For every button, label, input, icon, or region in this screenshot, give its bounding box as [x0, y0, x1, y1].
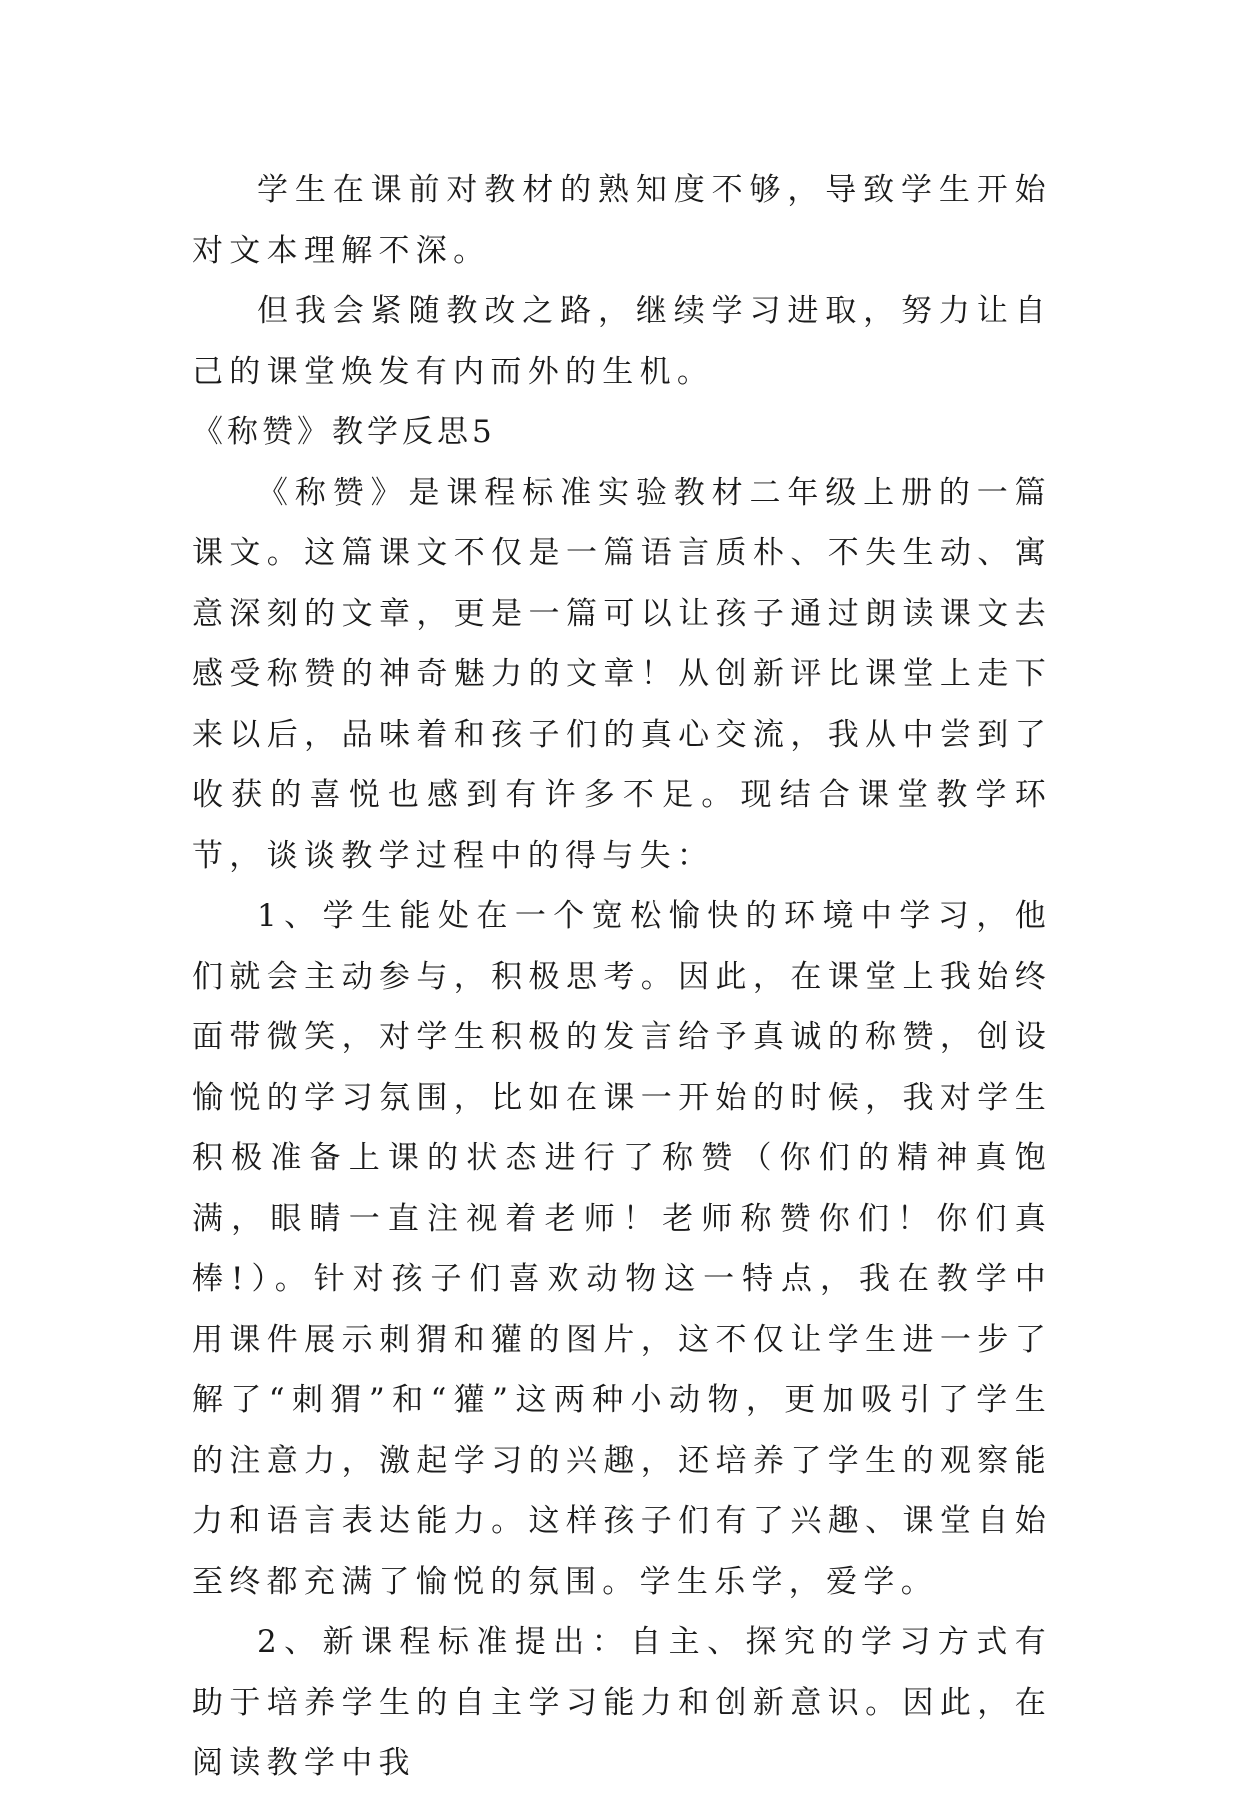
paragraph-1: 学生在课前对教材的熟知度不够，导致学生开始对文本理解不深。: [192, 172, 1052, 269]
document-body: [192, 160, 1052, 1794]
section-paragraph-1: 《称赞》是课程标准实验教材二年级上册的一篇课文。这篇课文不仅是一篇语言质朴、不失生动、寓意深刻的文章，更是一篇可以让孩子通过朗读课文去感受称赞的神奇魅力的文章！从创新评比课堂上走下来以后，品味着和孩子们的真心交流，我从中尝到了收获的喜悦也感到有许多不足。现结合课堂教学环节，谈谈教学过程中的得与失：: [192, 474, 1052, 874]
section-paragraph-2: 1、学生能处在一个宽松愉快的环境中学习，他们就会主动参与，积极思考。因此，在课堂上我始终面带微笑，对学生积极的发言给予真诚的称赞，创设愉悦的学习氛围，比如在课一开始的时候，我对学生积极准备上课的状态进行了称赞（你们的精神真饱满，眼睛一直注视着老师！老师称赞你们！你们真棒!）。针对孩子们喜欢动物这一特点，我在教学中用课件展示刺猬和獾的图片，这不仅让学生进一步了解了“刺猬”和“獾”这两种小动物，更加吸引了学生的注意力，激起学习的兴趣，还培养了学生的观察能力和语言表达能力。这样孩子们有了兴趣、课堂自始至终都充满了愉悦的氛围。学生乐学，爱学。: [192, 898, 1052, 1600]
section-title: 《称赞》教学反思5: [192, 414, 496, 450]
section-paragraph-3: 2、新课程标准提出：自主、探究的学习方式有助于培养学生的自主学习能力和创新意识。因此，在阅读教学中我: [192, 1624, 1052, 1781]
paragraph-2: 但我会紧随教改之路，继续学习进取，努力让自己的课堂焕发有内而外的生机。: [192, 293, 1052, 390]
